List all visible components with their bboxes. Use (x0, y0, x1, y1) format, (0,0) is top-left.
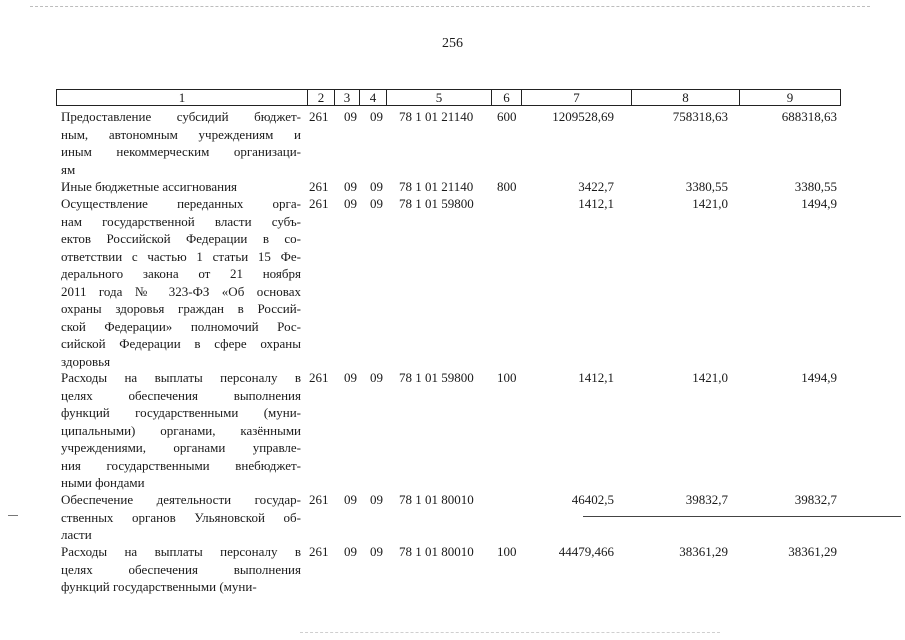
amount-col-8: 1421,0 (692, 370, 728, 385)
description-line: 2011 года № 323-ФЗ «Об основах (61, 283, 301, 299)
amount-col-7: 46402,5 (571, 492, 614, 507)
subsection-code-2: 09 (370, 196, 383, 211)
row-description (61, 195, 301, 370)
description-line: Расходы на выплаты персоналу в (61, 370, 301, 385)
subsection-code: 09 (344, 179, 357, 194)
column-header-9: 9 (786, 90, 794, 105)
expense-type-code: 100 (497, 370, 517, 385)
expense-type-code: 600 (497, 109, 517, 124)
subsection-code: 09 (344, 544, 357, 559)
target-article-code: 78 1 01 59800 (399, 370, 474, 385)
target-article-code: 78 1 01 21140 (399, 179, 474, 194)
row-description (61, 491, 301, 544)
description-line: целях обеспечения выполнения (61, 387, 301, 403)
subsection-code-2: 09 (370, 370, 383, 385)
section-code: 261 (309, 544, 329, 559)
description-line: ласти (61, 527, 92, 542)
section-code: 261 (309, 109, 329, 124)
amount-col-7: 1412,1 (578, 370, 614, 385)
section-code: 261 (309, 492, 329, 507)
amount-col-9: 688318,63 (781, 109, 837, 124)
row-description (61, 108, 301, 178)
subsection-code-2: 09 (370, 492, 383, 507)
column-header-8: 8 (632, 90, 740, 105)
target-article-code: 78 1 01 21140 (399, 109, 474, 124)
target-article-code: 78 1 01 80010 (399, 492, 474, 507)
amount-col-7: 1209528,69 (552, 109, 614, 124)
target-article-code: 78 1 01 80010 (399, 544, 474, 559)
description-line: функций государственными (муни- (61, 405, 301, 420)
description-line: Осуществление переданных орга- (61, 196, 301, 211)
amount-col-8: 758318,63 (672, 109, 728, 124)
description-line: ской Федерации» полномочий Рос- (61, 318, 301, 334)
horizontal-rule (583, 516, 901, 517)
description-line: иным некоммерческим организаци- (61, 144, 301, 159)
amount-col-8: 3380,55 (685, 179, 728, 194)
amount-col-7: 1412,1 (578, 196, 614, 211)
description-line: целях обеспечения выполнения (61, 561, 301, 577)
column-header-5: 5 (387, 90, 492, 105)
target-article-code: 78 1 01 59800 (399, 196, 474, 211)
row-description (61, 543, 301, 596)
amount-col-9: 1494,9 (801, 196, 837, 211)
amount-col-9: 38361,29 (788, 544, 837, 559)
subsection-code: 09 (344, 196, 357, 211)
amount-col-7: 3422,7 (578, 179, 614, 194)
page-number: 256 (442, 36, 463, 51)
amount-col-9: 3380,55 (794, 179, 837, 194)
amount-col-8: 38361,29 (679, 544, 728, 559)
column-header-1: 1 (57, 90, 308, 105)
amount-col-9: 1494,9 (801, 370, 837, 385)
description-line: учреждениями, органами управле- (61, 440, 301, 455)
table-header (56, 89, 841, 106)
description-line: ственных органов Ульяновской об- (61, 509, 301, 525)
scan-edge-bottom (300, 632, 720, 633)
column-header-6: 6 (492, 90, 522, 105)
description-line: Иные бюджетные ассигнования (61, 179, 238, 194)
scan-margin-mark (8, 515, 18, 516)
column-header-3: 3 (335, 90, 360, 105)
description-line: ектов Российской Федерации в со- (61, 231, 301, 246)
description-line: ям (61, 161, 76, 177)
section-code: 261 (309, 370, 329, 385)
subsection-code: 09 (344, 109, 357, 124)
row-description (61, 178, 301, 196)
expense-type-code: 100 (497, 544, 517, 559)
description-line: ными фондами (61, 475, 145, 490)
description-line: Обеспечение деятельности государ- (61, 492, 301, 507)
description-line: нам государственной власти субъ- (61, 213, 301, 229)
section-code: 261 (309, 196, 329, 211)
description-line: Предоставление субсидий бюджет- (61, 109, 301, 124)
description-line: функций государственными (муни- (61, 579, 257, 594)
row-description (61, 369, 301, 492)
description-line: ответствии с частью 1 статьи 15 Фе- (61, 248, 301, 264)
description-line: сийской Федерации в сфере охраны (61, 336, 301, 351)
subsection-code: 09 (344, 492, 357, 507)
subsection-code-2: 09 (370, 544, 383, 559)
scan-edge-top (30, 6, 870, 7)
amount-col-8: 1421,0 (692, 196, 728, 211)
amount-col-9: 39832,7 (794, 492, 837, 507)
description-line: ным, автономным учреждениям и (61, 126, 301, 142)
amount-col-7: 44479,466 (558, 544, 614, 559)
description-line: охраны здоровья граждан в Россий- (61, 301, 301, 316)
column-header-7: 7 (522, 90, 632, 105)
section-code: 261 (309, 179, 329, 194)
expense-type-code: 800 (497, 179, 517, 194)
description-line: здоровья (61, 353, 111, 369)
subsection-code: 09 (344, 370, 357, 385)
subsection-code-2: 09 (370, 109, 383, 124)
subsection-code-2: 09 (370, 179, 383, 194)
amount-col-8: 39832,7 (685, 492, 728, 507)
column-header-4: 4 (360, 90, 387, 105)
description-line: дерального закона от 21 ноября (61, 266, 301, 281)
column-header-2: 2 (308, 90, 335, 105)
description-line: ния государственными внебюджет- (61, 457, 301, 473)
description-line: Расходы на выплаты персоналу в (61, 544, 301, 559)
description-line: ципальными) органами, казёнными (61, 422, 301, 438)
